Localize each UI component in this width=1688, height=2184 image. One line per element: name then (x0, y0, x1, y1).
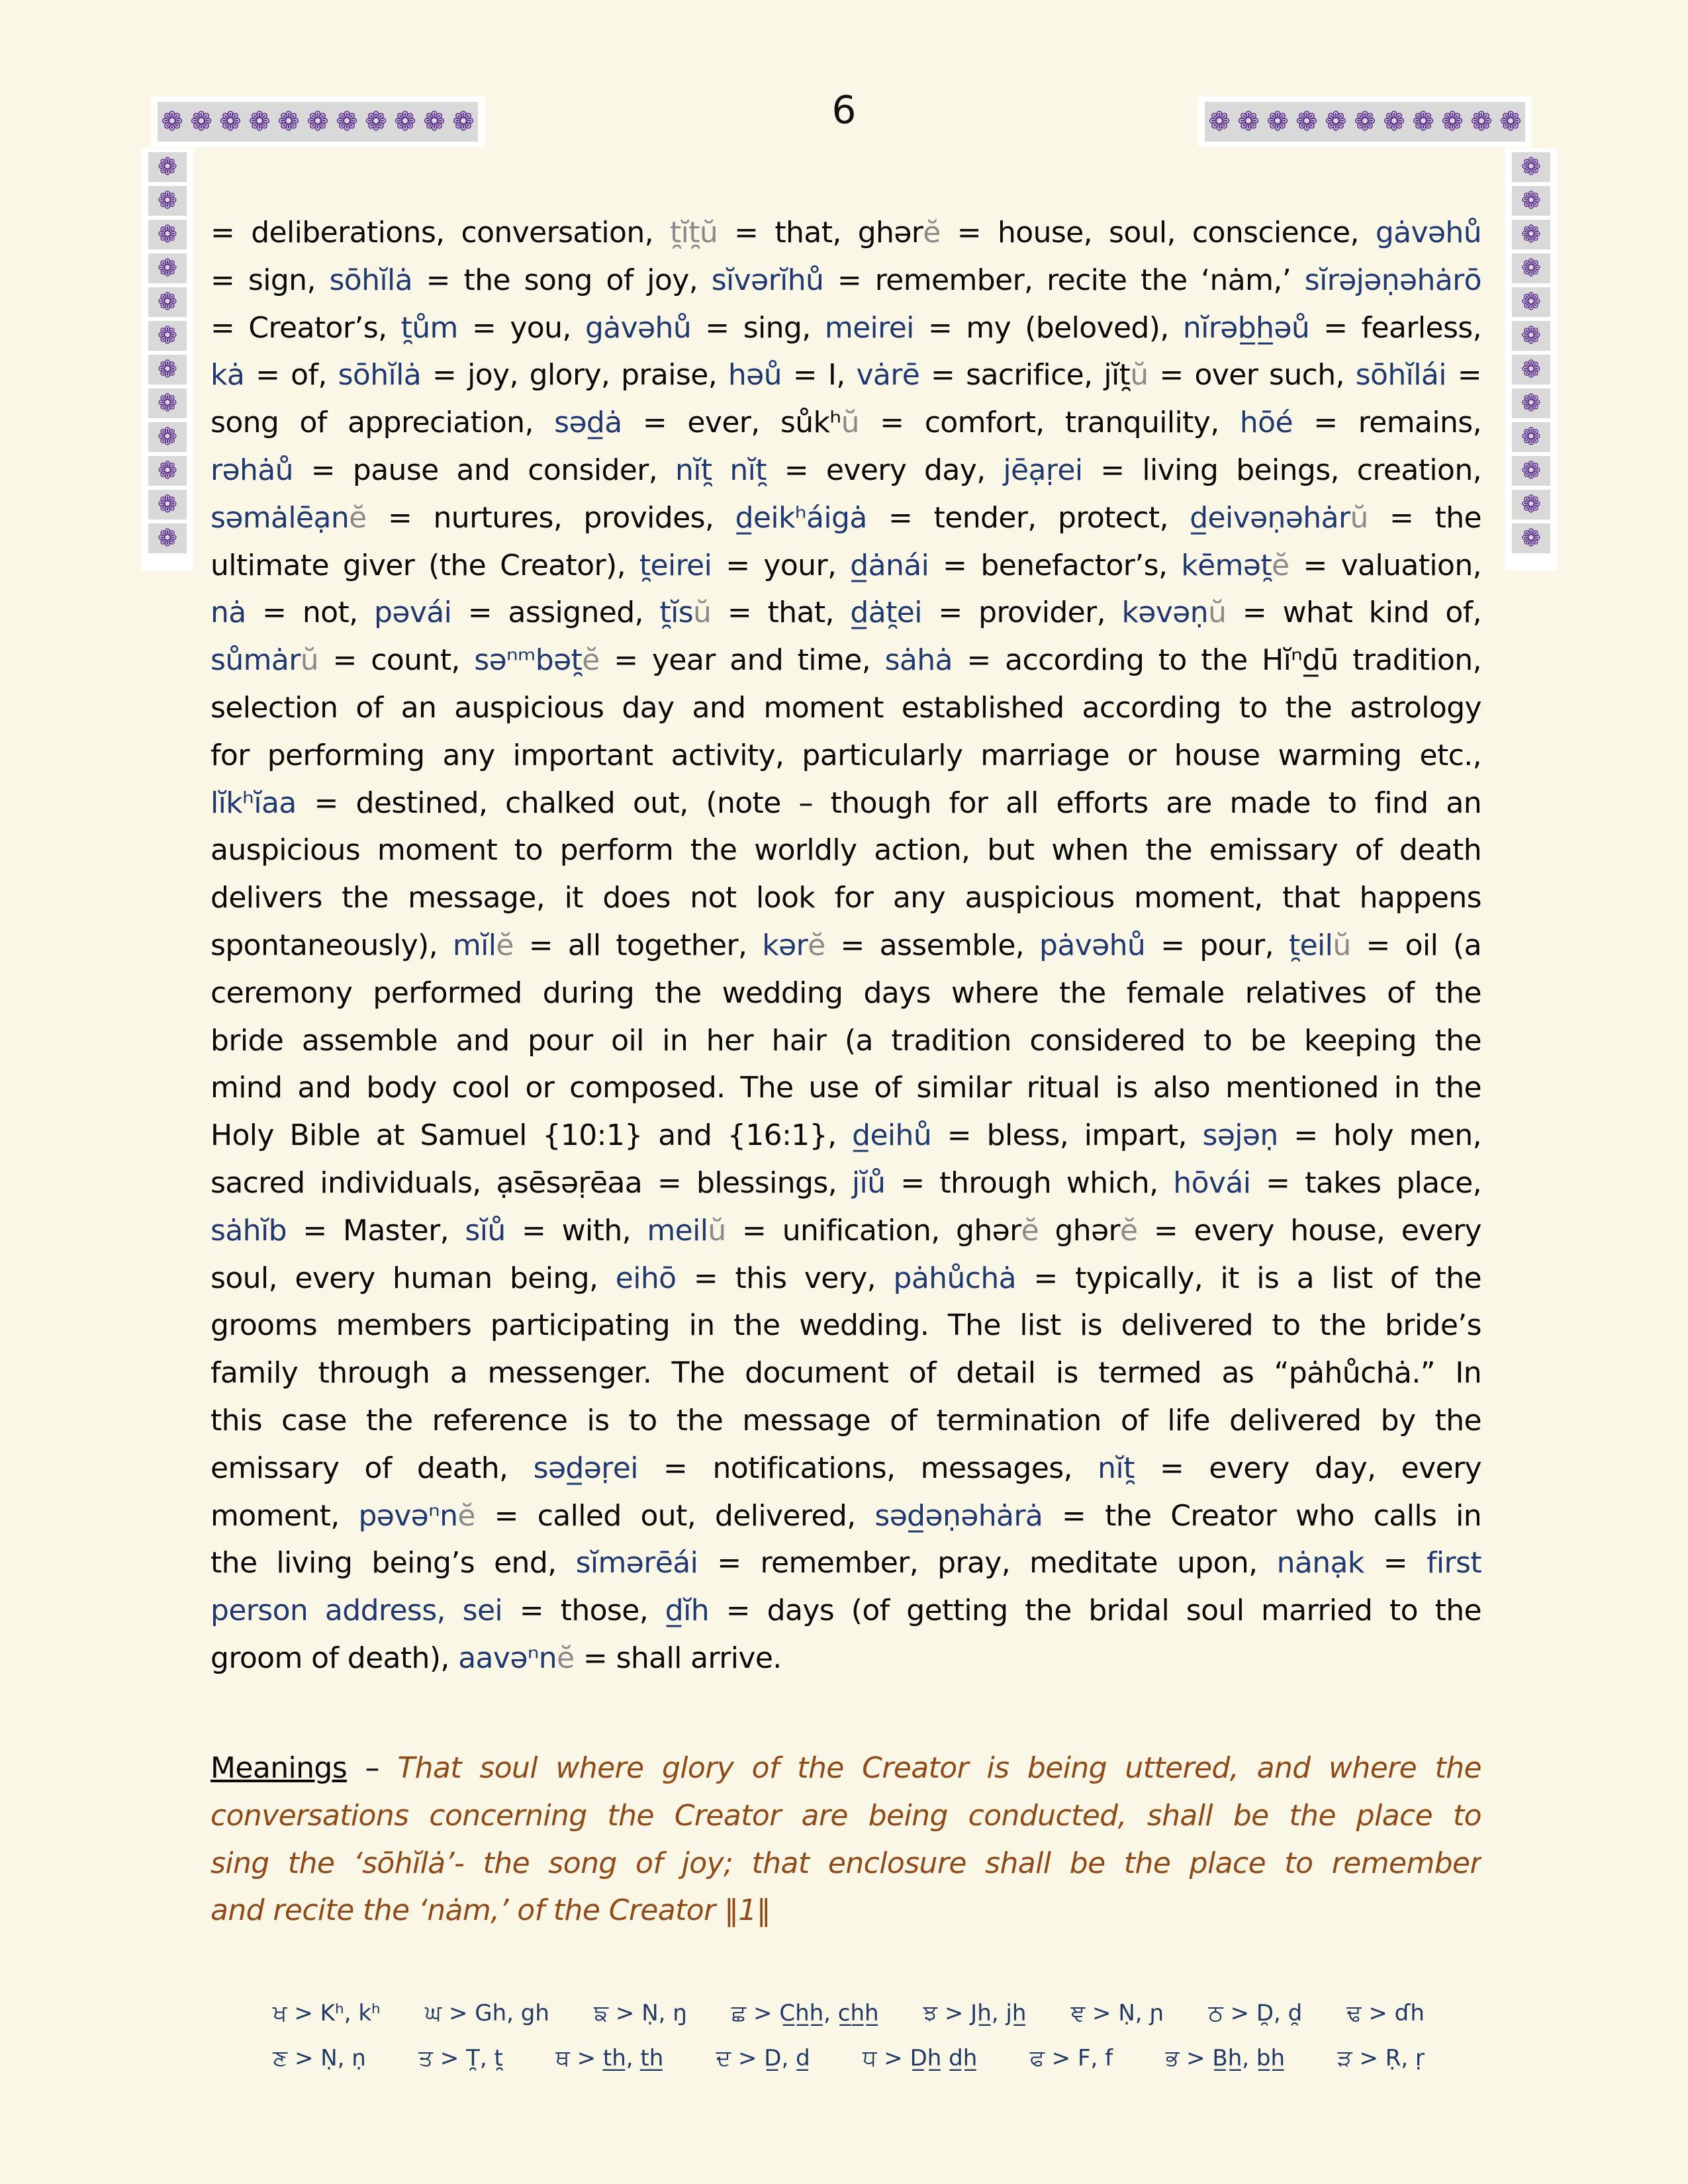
text-segment: emissary of death, (211, 1451, 534, 1485)
text-segment: = through which, (885, 1165, 1174, 1200)
text-segment: d̲eivəṇəhȧr (1190, 500, 1350, 535)
meanings-paragraph (211, 1745, 1481, 1934)
flower-tile (1512, 220, 1550, 250)
flower-icon: ❁ (157, 423, 178, 451)
flower-icon: ❁ (1295, 107, 1318, 137)
text-segment: spontaneously), (211, 928, 453, 962)
text-segment: = deliberations, conversation, (211, 216, 670, 250)
flower-tile (148, 355, 187, 385)
definition-line (211, 1349, 1481, 1397)
decorative-border-right (1505, 148, 1557, 570)
text-segment: = all together, (513, 928, 763, 962)
transliteration-key-row-2 (273, 2045, 1425, 2071)
text-segment: həů (727, 358, 782, 392)
text-segment: ĕ (582, 643, 600, 678)
definition-line (211, 732, 1481, 780)
flower-icon: ❁ (1325, 107, 1347, 137)
flower-icon: ❁ (1266, 107, 1289, 137)
text-segment: səd̲əṛei (533, 1451, 638, 1485)
text-segment: hōvái (1173, 1165, 1251, 1200)
text-segment: = this very, (676, 1261, 894, 1295)
flower-tile (148, 523, 187, 553)
flower-icon: ❁ (157, 153, 178, 181)
text-segment: pəvəⁿn (358, 1498, 458, 1533)
text-segment: səⁿᵐbət̯ (474, 643, 583, 678)
text-segment: gȧvəhů (585, 310, 692, 345)
text-segment: ĕ (557, 1641, 575, 1675)
definition-line (211, 637, 1481, 684)
flower-icon: ❁ (1383, 107, 1405, 137)
text-segment: = I, (781, 358, 857, 392)
text-segment: kər (762, 928, 808, 962)
text-segment: sōhĭlȧ (329, 263, 413, 297)
text-segment: = shall arrive. (574, 1641, 782, 1675)
text-segment: ĕ (923, 216, 941, 250)
text-segment: sōhĭlái (1355, 358, 1446, 392)
text-segment: ĕ (1021, 1213, 1039, 1248)
text-segment: sĭů (465, 1213, 506, 1248)
flower-icon: ❁ (248, 107, 271, 137)
text-segment: vȧrē (856, 358, 920, 392)
text-segment: t̯ům (400, 310, 458, 345)
flower-icon: ❁ (452, 107, 475, 137)
definition-line (211, 1492, 1481, 1540)
text-segment: = sacrifice, jĭt̯ (919, 358, 1131, 392)
transliteration-key-item: ਞ > Ṇ, ɲ (1070, 2000, 1164, 2026)
definition-line (211, 1160, 1481, 1207)
text-segment: = living beings, creation, (1082, 453, 1481, 487)
definition-line (211, 542, 1481, 590)
text-segment: = ever, sůkʰ (622, 406, 841, 440)
flower-icon: ❁ (306, 107, 329, 137)
flower-icon: ❁ (157, 187, 178, 214)
text-segment: d̲ȧnái (850, 548, 929, 582)
text-segment: ŭ (708, 1213, 726, 1248)
text-segment: sĭrəjəṇəhȧrō (1304, 263, 1481, 297)
text-segment: t̯eirei (639, 548, 712, 582)
decorative-border-top-right (1198, 97, 1532, 147)
text-segment: = oil (a (1350, 928, 1481, 962)
text-segment: = notifications, messages, (637, 1451, 1098, 1485)
text-segment: sōhĭlȧ (338, 358, 422, 392)
definition-line (211, 1207, 1481, 1255)
flower-tile (148, 287, 187, 317)
text-segment: = what kind of, (1226, 596, 1481, 630)
transliteration-key-item: ਧ > D̲h̲ d̲h̲ (863, 2045, 978, 2071)
transliteration-key-item: ਭ > B̲h̲, b̲h̲ (1165, 2045, 1286, 2071)
flower-icon: ❁ (1499, 107, 1522, 137)
text-segment: = valuation, (1289, 548, 1481, 582)
text-segment: moment, (211, 1498, 359, 1533)
transliteration-key (273, 2000, 1425, 2071)
flower-icon: ❁ (157, 322, 178, 349)
definition-line (211, 304, 1481, 352)
transliteration-key-item: ਙ > Ṇ, ŋ (594, 2000, 687, 2026)
text-segment: səd̲əṇəhȧrȧ (874, 1498, 1043, 1533)
text-segment: That soul where glory of the Creator is being uttered, and where the (397, 1751, 1481, 1785)
text-segment: = with, (505, 1213, 647, 1248)
flower-icon: ❁ (1521, 490, 1542, 518)
text-segment: groom of death), (211, 1641, 459, 1675)
definition-line (211, 351, 1481, 399)
text-segment: = every house, every (1137, 1213, 1481, 1248)
text-segment: = assigned, (451, 596, 660, 630)
definition-line (211, 257, 1481, 304)
flower-tile (1512, 456, 1550, 486)
flower-tile (1512, 490, 1550, 520)
flower-tile (1512, 152, 1550, 182)
text-segment: = remember, recite the ‘nȧm,’ (823, 263, 1305, 297)
flower-tile (1512, 321, 1550, 351)
text-segment: = provider, (921, 596, 1122, 630)
text-segment: = Creator’s, (211, 310, 401, 345)
flower-icon: ❁ (1521, 254, 1542, 282)
text-segment: = sign, (211, 263, 330, 297)
definition-line (211, 780, 1481, 827)
text-segment: = bless, impart, (931, 1118, 1203, 1153)
text-segment: = holy men, (1278, 1118, 1481, 1153)
text-segment: hōé (1239, 406, 1293, 440)
flower-tile (148, 152, 187, 182)
definition-line (211, 1064, 1481, 1112)
text-segment: soul, every human being, (211, 1261, 616, 1295)
text-segment: song of appreciation, (211, 406, 555, 440)
meaning-line (211, 1792, 1481, 1840)
flower-icon: ❁ (219, 107, 242, 137)
flower-icon: ❁ (423, 107, 445, 137)
definition-line (211, 589, 1481, 637)
text-segment: = benefactor’s, (929, 548, 1182, 582)
definition-line (211, 209, 1481, 257)
text-segment: auspicious moment to perform the worldly action, but when the emissary of death (211, 833, 1481, 868)
text-segment: nĭrəb̲h̲əů (1182, 310, 1310, 345)
text-segment: jĭů (851, 1165, 886, 1200)
flower-tile (1512, 186, 1550, 216)
flower-tile (148, 490, 187, 520)
text-segment: = pour, (1145, 928, 1289, 962)
text-segment: = typically, it is a list of the (1016, 1261, 1481, 1295)
text-segment: nȧnạk (1276, 1546, 1364, 1580)
flower-icon: ❁ (157, 490, 178, 518)
text-segment: = nurtures, provides, (366, 500, 735, 535)
text-segment: = that, (711, 596, 851, 630)
text-segment: nĭt̯ (1098, 1451, 1135, 1485)
text-segment: for performing any important activity, particularly marriage or house warming etc., (211, 738, 1481, 772)
flower-band (158, 102, 478, 142)
text-segment: aavəⁿn (458, 1641, 557, 1675)
text-segment: pȧhůchȧ (893, 1261, 1016, 1295)
text-segment: ĕ (457, 1498, 475, 1533)
flower-tile (148, 321, 187, 351)
transliteration-key-item: ਝ > Jh̲, jh̲ (923, 2000, 1027, 2026)
text-segment: = tender, protect, (867, 500, 1190, 535)
text-segment: sei (462, 1594, 503, 1628)
flower-tile (148, 456, 187, 486)
text-segment: ŭ (1208, 596, 1227, 630)
text-segment: = the (1368, 500, 1481, 535)
text-segment: = house, soul, conscience, (940, 216, 1376, 250)
text-segment: = not, (246, 596, 375, 630)
text-segment: = unification, ghər (726, 1213, 1021, 1248)
text-segment: person address, (211, 1594, 445, 1628)
text-segment: kēmət̯ (1181, 548, 1272, 582)
text-segment: ĕ (1120, 1213, 1138, 1248)
text-segment: mind and body cool or composed. The use of similar ritual is also mentioned in the (211, 1071, 1481, 1105)
definitions-paragraph (211, 209, 1481, 1682)
text-segment: sacred individuals, ạsēsəṛēaa = blessings, (211, 1165, 852, 1200)
text-segment: = assemble, (825, 928, 1040, 962)
text-segment: nȧ (211, 596, 246, 630)
flower-band (1205, 102, 1525, 142)
flower-tile (1512, 355, 1550, 385)
text-segment: lĭkʰĭaa (211, 786, 297, 820)
text-segment: nĭt̯ nĭt̯ (675, 453, 767, 487)
flower-icon: ❁ (1521, 288, 1542, 316)
transliteration-key-item: ਣ > Ṇ, ṇ (273, 2045, 366, 2071)
text-segment: = the song of joy, (412, 263, 712, 297)
flower-icon: ❁ (1521, 220, 1542, 248)
text-segment: t̯ĭt̯ŭ (670, 216, 718, 250)
text-segment: = Master, (286, 1213, 465, 1248)
text-segment: this case the reference is to the message of termination of life delivered by the (211, 1403, 1481, 1437)
text-segment: ĕ (496, 928, 514, 962)
transliteration-key-item: ੜ > Ṛ, ṛ (1337, 2045, 1425, 2071)
definition-line (211, 1539, 1481, 1587)
text-segment: = over such, (1148, 358, 1356, 392)
text-segment: sing the ‘sōhĭlȧ’- the song of joy; that enclosure shall be the place to remember (211, 1846, 1481, 1880)
flower-icon: ❁ (157, 355, 178, 383)
definition-line (211, 874, 1481, 922)
text-segment: = of, (244, 358, 338, 392)
flower-icon: ❁ (1237, 107, 1260, 137)
meaning-line (211, 1745, 1481, 1792)
text-segment: = that, ghər (718, 216, 923, 250)
flower-icon: ❁ (1441, 107, 1464, 137)
transliteration-key-item: ਠ > D̯, d̯ (1208, 2000, 1303, 2026)
flower-icon: ❁ (1521, 389, 1542, 417)
transliteration-key-item: ਥ > t̲h̲, t̲h̲ (555, 2045, 664, 2071)
text-segment: the living being’s end, (211, 1546, 576, 1580)
decorative-border-left (142, 148, 193, 570)
text-segment: səmȧlēạn (211, 500, 350, 535)
flower-tile (1512, 287, 1550, 317)
text-segment: = sing, (691, 310, 825, 345)
text-segment: = every day, (766, 453, 1004, 487)
text-segment: = your, (712, 548, 851, 582)
text-segment: d̲eikʰáigȧ (735, 500, 867, 535)
flower-tile (148, 422, 187, 452)
text-segment: Meanings (211, 1751, 348, 1785)
flower-icon: ❁ (1354, 107, 1376, 137)
flower-tile (148, 220, 187, 250)
text-segment: ghər (1039, 1213, 1121, 1248)
meaning-line (211, 1840, 1481, 1888)
flower-icon: ❁ (1521, 153, 1542, 181)
flower-tile (1512, 523, 1550, 553)
transliteration-key-item: ਤ > T̯, t̯ (418, 2045, 503, 2071)
text-segment: ŭ (300, 643, 319, 678)
meaning-line (211, 1887, 1481, 1934)
text-segment: ĕ (1272, 548, 1289, 582)
flower-tile (1512, 388, 1550, 418)
text-segment (445, 1594, 463, 1627)
definition-line (211, 1017, 1481, 1065)
transliteration-key-item: ਦ > D̲, d̲ (716, 2045, 810, 2071)
flower-icon: ❁ (1521, 457, 1542, 484)
text-segment: conversations concerning the Creator are being conducted, shall be the place to (211, 1798, 1481, 1833)
flower-icon: ❁ (336, 107, 358, 137)
text-segment: sȧhĭb (211, 1213, 287, 1248)
text-segment: d̲eihů (852, 1118, 932, 1153)
flower-tile (1512, 253, 1550, 283)
definition-line (211, 1635, 1481, 1682)
transliteration-key-item: ਖ > Kʰ, kʰ (273, 2000, 381, 2026)
flower-icon: ❁ (190, 107, 212, 137)
text-segment: ultimate giver (the Creator), (211, 548, 639, 582)
flower-icon: ❁ (277, 107, 300, 137)
text-segment: = you, (457, 310, 585, 345)
text-segment: = (1446, 358, 1481, 392)
flower-icon: ❁ (1412, 107, 1434, 137)
text-segment: = comfort, tranquility, (859, 406, 1240, 440)
text-segment: d̲ȧt̯ei (850, 596, 922, 630)
definition-line (211, 970, 1481, 1017)
flower-tile (148, 186, 187, 216)
text-segment: pəvái (374, 596, 452, 630)
text-segment: Holy Bible at Samuel {10:1} and {16:1}, (211, 1118, 853, 1153)
text-segment: = remember, pray, meditate upon, (698, 1546, 1277, 1580)
text-segment: = year and time, (599, 643, 885, 678)
text-segment: ŭ (1333, 928, 1351, 962)
flower-icon: ❁ (157, 457, 178, 484)
text-segment: first (1427, 1546, 1481, 1580)
text-segment: = my (beloved), (914, 310, 1183, 345)
text-segment: = (1364, 1546, 1427, 1580)
flower-icon: ❁ (1521, 355, 1542, 383)
text-segment: selection of an auspicious day and moment established according to the astrology (211, 690, 1481, 725)
page-number: 6 (831, 87, 857, 132)
text-segment: = destined, chalked out, (note – though for all efforts are made to find an (296, 786, 1481, 820)
text-segment: kəvəṇ (1121, 596, 1209, 630)
text-segment: ŭ (1130, 358, 1149, 392)
text-segment: – (347, 1751, 398, 1785)
flower-icon: ❁ (157, 220, 178, 248)
definition-line (211, 399, 1481, 447)
decorative-border-top-left (151, 97, 485, 147)
flower-icon: ❁ (1521, 524, 1542, 552)
flower-tile (1512, 422, 1550, 452)
text-segment: səd̲ȧ (554, 406, 622, 440)
flower-tile (148, 253, 187, 283)
text-segment: eihō (615, 1261, 677, 1295)
flower-icon: ❁ (394, 107, 416, 137)
text-segment: d̲ĭh (665, 1594, 710, 1628)
text-segment: = takes place, (1250, 1165, 1481, 1200)
text-segment: = fearless, (1309, 310, 1481, 345)
text-segment: = the Creator who calls in (1043, 1498, 1481, 1533)
definition-line (211, 1587, 1481, 1635)
flower-icon: ❁ (1208, 107, 1231, 137)
text-segment: ŭ (693, 596, 712, 630)
definition-line (211, 1445, 1481, 1492)
text-segment: sĭmərēái (575, 1546, 698, 1580)
text-segment: family through a messenger. The document of detail is termed as “pȧhůchȧ.” In (211, 1356, 1481, 1390)
definition-line (211, 447, 1481, 494)
text-segment: = those, (502, 1594, 665, 1628)
transliteration-key-item: ਢ > ɗh (1346, 2000, 1425, 2026)
text-segment: and recite the ‘nȧm,’ of the Creator ‖1‖ (211, 1893, 771, 1928)
text-segment: sĭvərĭhů (711, 263, 824, 297)
text-segment: grooms members participating in the wedding. The list is delivered to the bride’s (211, 1308, 1481, 1343)
flower-icon: ❁ (365, 107, 387, 137)
flower-icon: ❁ (157, 524, 178, 552)
text-segment: rəhȧů (211, 453, 293, 487)
definition-line (211, 1255, 1481, 1302)
flower-tile (148, 388, 187, 418)
text-segment: ŭ (841, 406, 859, 440)
flower-icon: ❁ (1521, 187, 1542, 214)
text-segment: ŭ (1350, 500, 1368, 535)
text-segment: t̯ĭs (659, 596, 694, 630)
text-segment: gȧvəhů (1375, 216, 1481, 250)
text-segment: = pause and consider, (293, 453, 675, 487)
text-segment: meirei (824, 310, 914, 345)
transliteration-key-item: ਘ > Gh, gh (424, 2000, 549, 2026)
text-segment: bride assemble and pour oil in her hair (a tradition considered to be keeping the (211, 1023, 1481, 1058)
text-segment: = days (of getting the bridal soul married to the (709, 1594, 1481, 1628)
definition-line (211, 1397, 1481, 1445)
text-segment: sůmȧr (211, 643, 301, 678)
flower-icon: ❁ (161, 107, 183, 137)
definition-line (211, 827, 1481, 874)
definition-line (211, 1112, 1481, 1160)
definition-line (211, 922, 1481, 970)
text-segment: = according to the Hĭⁿd̲ū tradition, (952, 643, 1481, 678)
flower-icon: ❁ (157, 288, 178, 316)
flower-icon: ❁ (1470, 107, 1493, 137)
text-segment: mĭl (452, 928, 496, 962)
text-segment: = called out, delivered, (475, 1498, 875, 1533)
text-segment: kȧ (211, 358, 245, 392)
text-segment: jēạṛei (1003, 453, 1083, 487)
transliteration-key-row-1 (273, 2000, 1425, 2026)
text-segment: = every day, every (1134, 1451, 1481, 1485)
text-segment: = remains, (1292, 406, 1481, 440)
flower-icon: ❁ (157, 254, 178, 282)
definition-line (211, 494, 1481, 542)
text-segment: səjəṇ (1202, 1118, 1278, 1153)
text-segment: t̯eil (1288, 928, 1333, 962)
flower-icon: ❁ (1521, 423, 1542, 451)
transliteration-key-item: ਫ > F, f (1029, 2045, 1113, 2071)
text-segment: meil (647, 1213, 708, 1248)
text-segment: = count, (318, 643, 475, 678)
text-segment: pȧvəhů (1039, 928, 1146, 962)
text-segment: ceremony performed during the wedding days where the female relatives of the (211, 976, 1481, 1010)
flower-icon: ❁ (1521, 322, 1542, 349)
text-segment: sȧhȧ (884, 643, 953, 678)
text-segment: = joy, glory, praise, (421, 358, 728, 392)
definition-line (211, 684, 1481, 732)
text-segment: ĕ (808, 928, 825, 962)
definition-line (211, 1302, 1481, 1349)
text-segment: ĕ (349, 500, 367, 535)
text-segment: delivers the message, it does not look for any auspicious moment, that happens (211, 881, 1481, 915)
flower-icon: ❁ (157, 389, 178, 417)
transliteration-key-item: ਛ > C̲h̲h̲, c̲h̲h̲ (731, 2000, 879, 2026)
